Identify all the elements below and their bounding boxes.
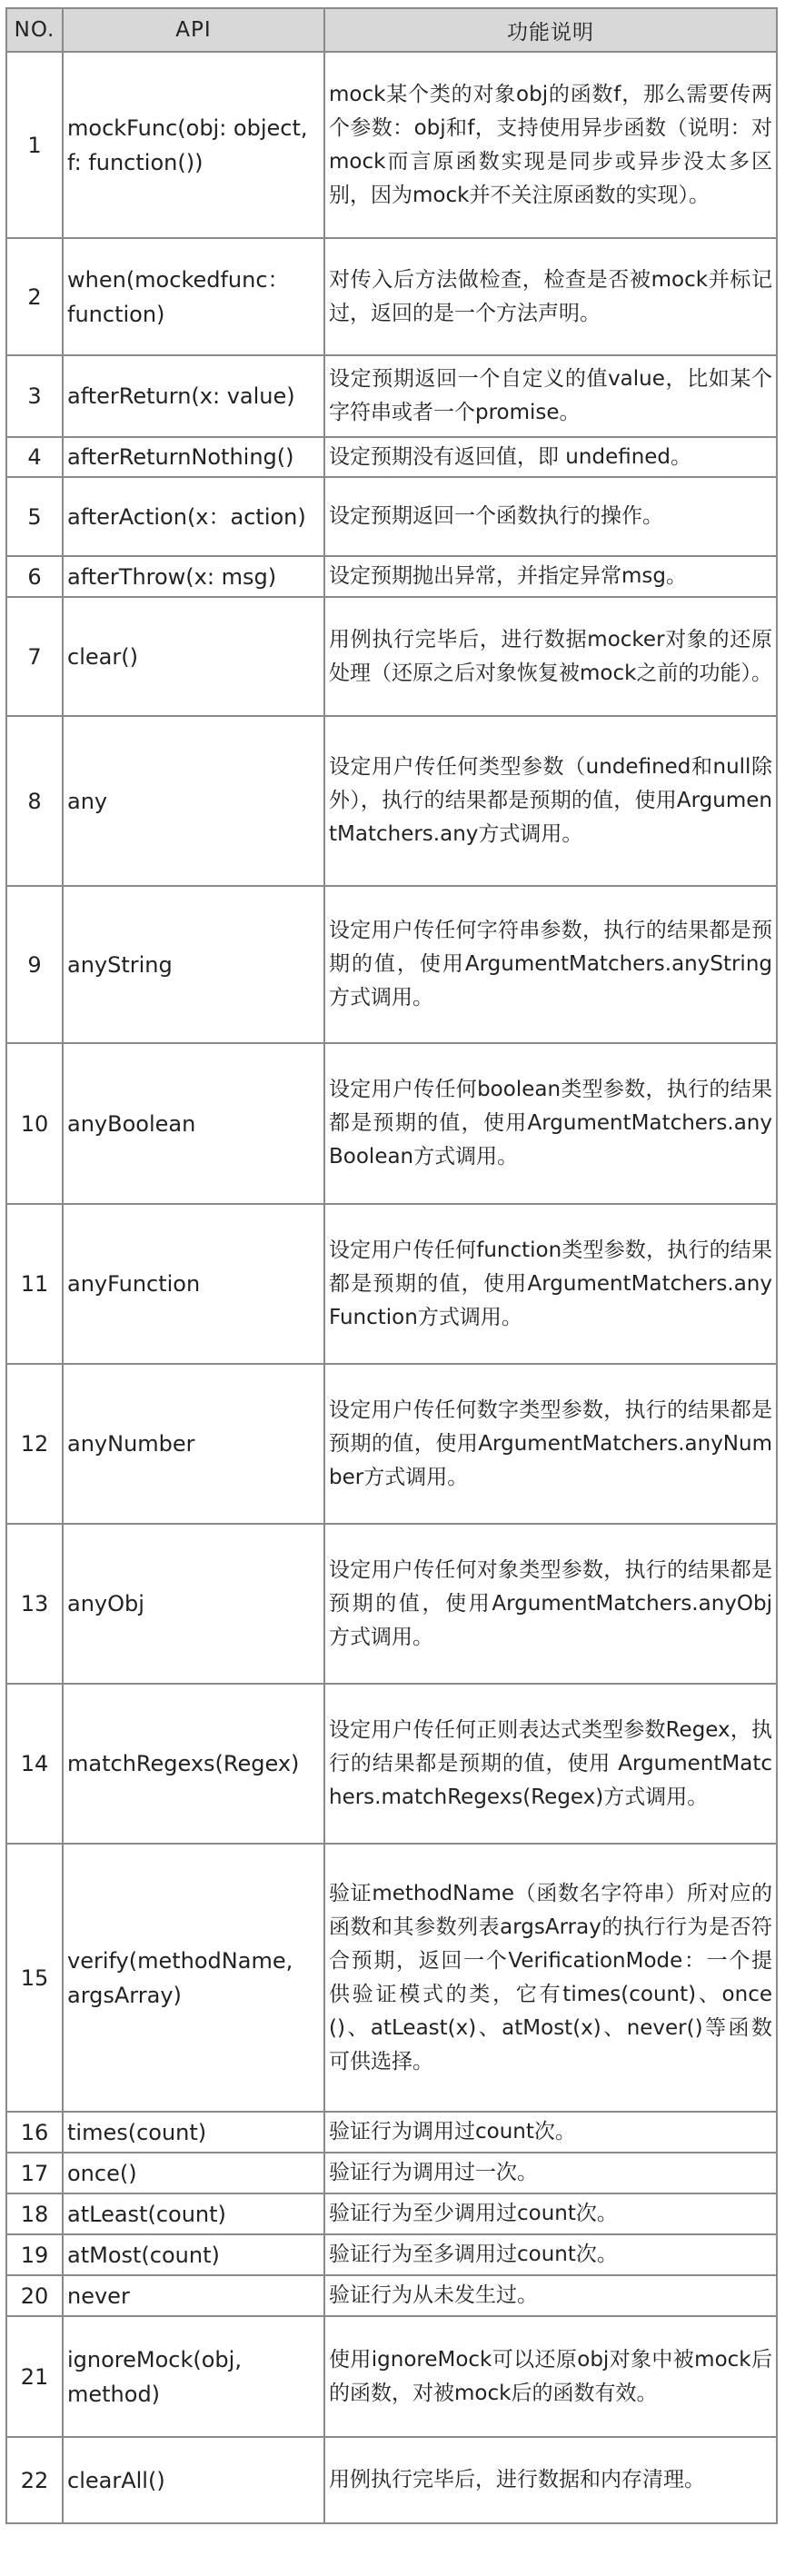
table-row [6,1684,777,1844]
api-name: verify(methodName, argsArray) [63,1844,324,2112]
table-body [6,52,777,2523]
table-row [6,597,777,716]
table-header [6,8,777,52]
header-desc: 功能说明 [324,8,777,52]
row-number: 1 [6,52,63,238]
row-number: 14 [6,1684,63,1844]
header-row [6,8,777,52]
api-name: anyBoolean [63,1043,324,1204]
table-row [6,1043,777,1204]
api-description: 设定用户传任何类型参数（undefined和null除外），执行的结果都是预期的值，使用ArgumentMatchers.any方式调用。 [324,716,777,886]
api-description: 对传入后方法做检查，检查是否被mock并标记过，返回的是一个方法声明。 [324,238,777,355]
table-row [6,238,777,355]
table-row [6,556,777,597]
api-description: 设定用户传任何数字类型参数，执行的结果都是预期的值，使用ArgumentMatchers.anyNumber方式调用。 [324,1364,777,1524]
table-row [6,2316,777,2437]
table-row [6,2112,777,2153]
api-name: anyObj [63,1524,324,1684]
row-number: 2 [6,238,63,355]
row-number: 4 [6,437,63,477]
table-row [6,2234,777,2275]
api-name: clearAll() [63,2437,324,2523]
table-row [6,1844,777,2112]
row-number: 6 [6,556,63,597]
api-name: clear() [63,597,324,716]
table-row [6,2437,777,2523]
row-number: 12 [6,1364,63,1524]
table-row [6,1524,777,1684]
row-number: 10 [6,1043,63,1204]
api-description: 验证行为调用过count次。 [324,2112,777,2153]
table-row [6,1204,777,1364]
table-row [6,1364,777,1524]
row-number: 13 [6,1524,63,1684]
row-number: 11 [6,1204,63,1364]
api-name: atMost(count) [63,2234,324,2275]
table-row [6,52,777,238]
api-name: once() [63,2153,324,2193]
row-number: 15 [6,1844,63,2112]
table-row [6,2275,777,2316]
api-description: 验证行为从未发生过。 [324,2275,777,2316]
api-name: when(mockedfunc：function) [63,238,324,355]
row-number: 21 [6,2316,63,2437]
api-description: 设定用户传任何boolean类型参数，执行的结果都是预期的值，使用ArgumentMatchers.anyBoolean方式调用。 [324,1043,777,1204]
row-number: 5 [6,477,63,556]
api-name: afterReturnNothing() [63,437,324,477]
api-name: any [63,716,324,886]
row-number: 17 [6,2153,63,2193]
api-name: ignoreMock(obj, method) [63,2316,324,2437]
api-description: mock某个类的对象obj的函数f，那么需要传两个参数：obj和f，支持使用异步函数（说明：对mock而言原函数实现是同步或异步没太多区别，因为mock并不关注原函数的实现）。 [324,52,777,238]
row-number: 19 [6,2234,63,2275]
api-description: 验证行为至少调用过count次。 [324,2193,777,2234]
api-name: afterAction(x：action) [63,477,324,556]
api-name: never [63,2275,324,2316]
api-name: afterThrow(x: msg) [63,556,324,597]
api-description: 验证行为至多调用过count次。 [324,2234,777,2275]
table-row [6,716,777,886]
api-table [5,7,778,2524]
api-description: 设定用户传任何function类型参数，执行的结果都是预期的值，使用ArgumentMatchers.anyFunction方式调用。 [324,1204,777,1364]
row-number: 8 [6,716,63,886]
api-description: 设定预期返回一个自定义的值value，比如某个字符串或者一个promise。 [324,355,777,437]
api-description: 用例执行完毕后，进行数据mocker对象的还原处理（还原之后对象恢复被mock之前的功能）。 [324,597,777,716]
api-description: 验证行为调用过一次。 [324,2153,777,2193]
table-row [6,355,777,437]
table-row [6,437,777,477]
api-description: 设定用户传任何对象类型参数，执行的结果都是预期的值，使用ArgumentMatchers.anyObj方式调用。 [324,1524,777,1684]
api-name: times(count) [63,2112,324,2153]
row-number: 22 [6,2437,63,2523]
header-no: NO. [6,8,63,52]
row-number: 20 [6,2275,63,2316]
api-description: 验证methodName（函数名字符串）所对应的函数和其参数列表argsArray的执行行为是否符合预期，返回一个VerificationMode：一个提供验证模式的类，它有times(count)、once()、atLeast(x)、atMost(x)、never()等函数可供选择。 [324,1844,777,2112]
table-row [6,477,777,556]
table-row [6,2193,777,2234]
api-name: atLeast(count) [63,2193,324,2234]
api-name: anyString [63,886,324,1043]
api-description: 设定用户传任何正则表达式类型参数Regex，执行的结果都是预期的值，使用 ArgumentMatchers.matchRegexs(Regex)方式调用。 [324,1684,777,1844]
row-number: 7 [6,597,63,716]
api-name: matchRegexs(Regex) [63,1684,324,1844]
api-name: mockFunc(obj: object, f: function()) [63,52,324,238]
api-description: 使用ignoreMock可以还原obj对象中被mock后的函数，对被mock后的函数有效。 [324,2316,777,2437]
api-description: 设定预期抛出异常，并指定异常msg。 [324,556,777,597]
api-name: afterReturn(x: value) [63,355,324,437]
api-name: anyNumber [63,1364,324,1524]
api-name: anyFunction [63,1204,324,1364]
api-description: 设定预期没有返回值，即 undefined。 [324,437,777,477]
api-description: 设定预期返回一个函数执行的操作。 [324,477,777,556]
row-number: 16 [6,2112,63,2153]
header-api: API [63,8,324,52]
row-number: 3 [6,355,63,437]
row-number: 9 [6,886,63,1043]
api-description: 用例执行完毕后，进行数据和内存清理。 [324,2437,777,2523]
api-description: 设定用户传任何字符串参数，执行的结果都是预期的值，使用ArgumentMatchers.anyString方式调用。 [324,886,777,1043]
table-row [6,2153,777,2193]
table-row [6,886,777,1043]
row-number: 18 [6,2193,63,2234]
